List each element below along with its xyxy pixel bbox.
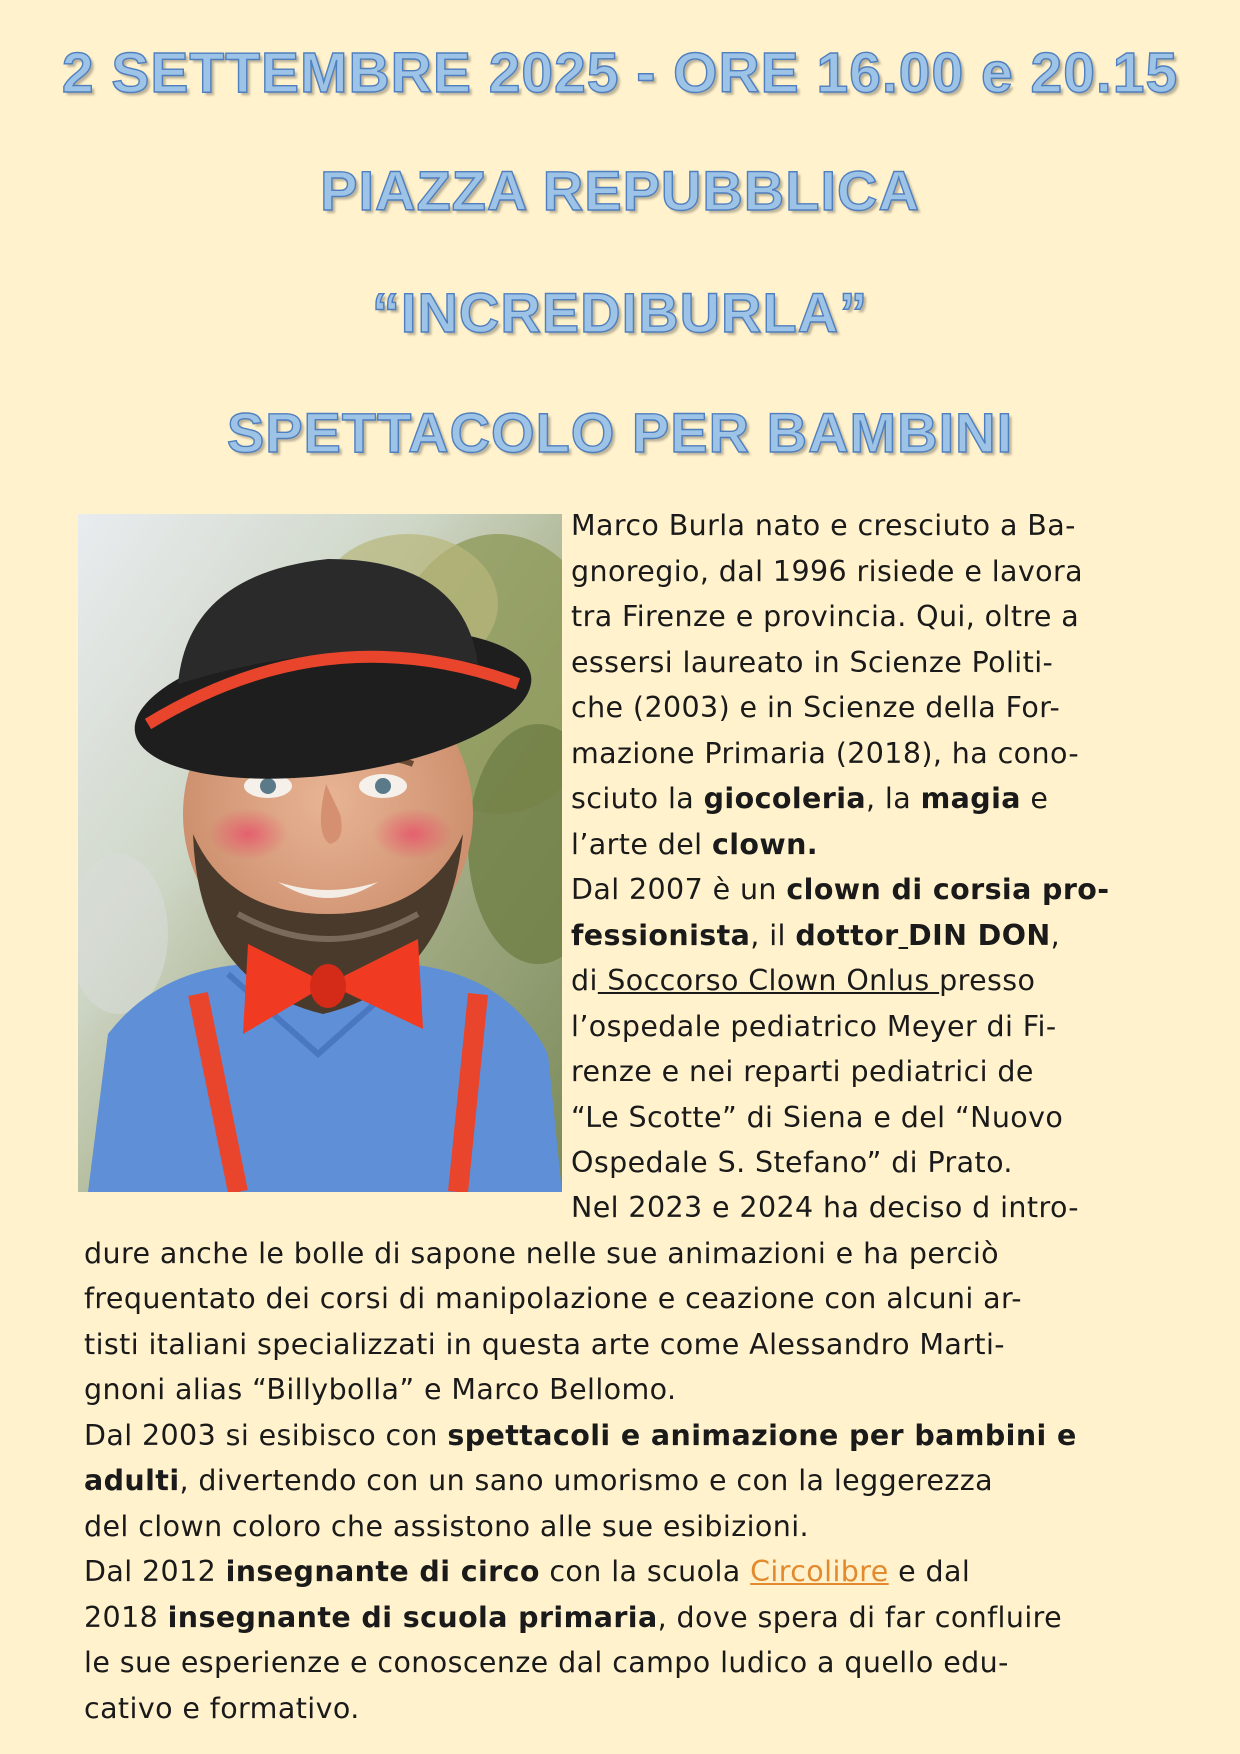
- bio-line: [84, 1413, 1194, 1459]
- bio-line: essersi laureato in Scienze Politi-: [571, 645, 1054, 679]
- bio-line: tisti italiani specializzati in questa arte come Alessandro Marti-: [84, 1327, 1005, 1361]
- bio-line: gnoregio, dal 1996 risiede e lavora: [571, 554, 1083, 588]
- bio-text: , la: [866, 782, 921, 815]
- bio-line: [84, 1549, 1194, 1595]
- bio-line: tra Firenze e provincia. Qui, oltre a: [571, 600, 1080, 633]
- bio-bold-doctor: dottor: [795, 918, 899, 952]
- bio-text: 2018: [84, 1600, 168, 1634]
- bio-line: cativo e formativo.: [84, 1691, 360, 1725]
- bio-text: Dal 2007 è un: [571, 873, 787, 906]
- bio-text: presso: [939, 964, 1036, 997]
- bio-line: [571, 867, 1191, 913]
- bio-line: Nel 2023 e 2024 ha deciso d intro-: [571, 1191, 1079, 1224]
- event-date-time: 2 SETTEMBRE 2025 - ORE 16.00 e 20.15: [61, 41, 1179, 105]
- bio-line: [571, 776, 1191, 822]
- bio-text: l’arte del: [571, 827, 712, 861]
- bio-line: le sue esperienze e conoscenze dal campo ludico a quello edu-: [84, 1646, 1009, 1679]
- bio-line: Marco Burla nato e cresciuto a Ba-: [571, 509, 1076, 542]
- bio-text: ,: [1050, 918, 1061, 952]
- bio-bold-circus-teacher: insegnante di circo: [225, 1555, 540, 1588]
- bio-bold-shows: spettacoli e animazione per bambini e: [447, 1418, 1077, 1452]
- circolibre-link[interactable]: Circolibre: [750, 1555, 889, 1588]
- bio-text: sciuto la: [571, 782, 704, 815]
- bio-text: di: [571, 964, 598, 997]
- bio-line: [84, 1458, 1194, 1504]
- bio-text: e: [1020, 782, 1049, 815]
- show-subtitle: SPETTACOLO PER BAMBINI: [226, 401, 1014, 464]
- bio-line: [571, 913, 1191, 959]
- bio-line: dure anche le bolle di sapone nelle sue animazioni e ha perciò: [84, 1236, 1000, 1270]
- bio-text: , divertendo con un sano umorismo e con la leggerezza: [179, 1464, 994, 1497]
- bio-bold-professional: fessionista: [571, 918, 751, 952]
- bio-line: Ospedale S. Stefano” di Prato.: [571, 1146, 1013, 1179]
- event-location: PIAZZA REPUBBLICA: [320, 159, 920, 222]
- bio-line: renze e nei reparti pediatrici de: [571, 1055, 1034, 1088]
- bio-bold-hospital-clown: clown di corsia pro-: [786, 873, 1110, 906]
- bio-line: che (2003) e in Scienze della For-: [571, 691, 1061, 724]
- bio-line: gnoni alias “Billybolla” e Marco Bellomo.: [84, 1373, 677, 1406]
- bio-line: [571, 822, 1191, 868]
- bio-right-column: [571, 503, 1191, 1186]
- bio-text: , dove spera di far confluire: [657, 1600, 1063, 1634]
- bio-bold-magic: magia: [920, 782, 1021, 815]
- bio-line: mazione Primaria (2018), ha cono-: [571, 736, 1079, 770]
- bio-text: Dal 2003 si esibisco con: [84, 1418, 448, 1452]
- clown-portrait-photo: [78, 514, 562, 1192]
- bio-line: del clown coloro che assistono alle sue esibizioni.: [84, 1509, 809, 1543]
- bio-line: frequentato dei corsi di manipolazione e ceazione con alcuni ar-: [84, 1282, 1022, 1315]
- bio-bold-clown: clown.: [711, 827, 819, 861]
- bio-bold-primary-teacher: insegnante di scuola primaria: [167, 1600, 658, 1634]
- bio-text: [899, 919, 908, 952]
- bio-bold-adults: adulti: [84, 1464, 180, 1497]
- show-title: “INCREDIBURLA”: [371, 281, 869, 344]
- bio-text: , il: [750, 918, 796, 952]
- bio-bold-juggling: giocoleria: [703, 782, 867, 815]
- bio-text: e dal: [888, 1555, 971, 1588]
- bio-line: [84, 1595, 1194, 1641]
- bio-bold-din-don: DIN DON: [908, 918, 1051, 952]
- bio-text: con la scuola: [539, 1555, 751, 1588]
- bio-line: [571, 958, 1191, 1004]
- bio-line: “Le Scotte” di Siena e del “Nuovo: [571, 1100, 1064, 1134]
- bio-text: Dal 2012: [84, 1555, 226, 1588]
- bio-line: l’ospedale pediatrico Meyer di Fi-: [571, 1009, 1057, 1043]
- soccorso-clown-link[interactable]: Soccorso Clown Onlus: [597, 964, 940, 997]
- bio-full-width: [84, 1185, 1194, 1731]
